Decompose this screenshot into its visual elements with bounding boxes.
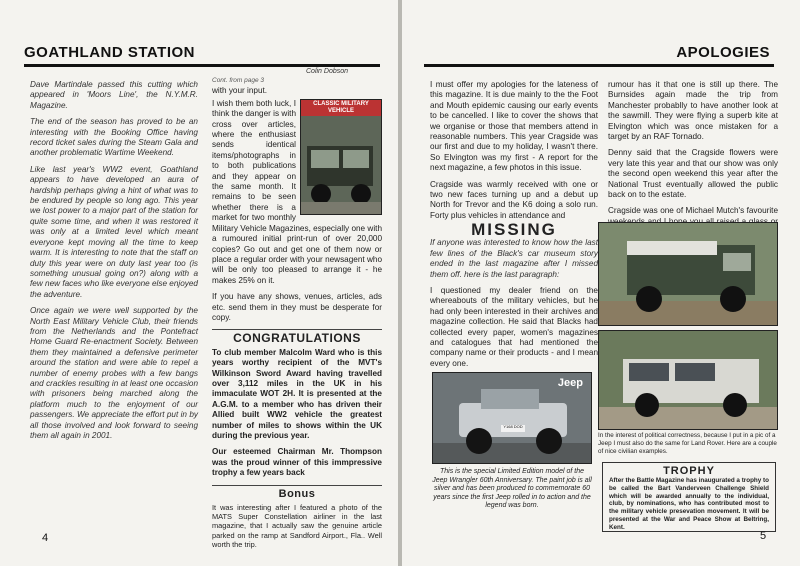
apologies-paragraph: Cragside was one of Michael Mutch's favourite: [608, 206, 778, 216]
congratulations-paragraph: Our esteemed Chairman Mr. Thompson was the proud winner of this immpressive trophy a few years back: [212, 447, 382, 478]
landrover-photo-2: [598, 330, 778, 430]
page-number: 5: [760, 530, 767, 542]
missing-section: [430, 222, 598, 375]
page-title-goathland: GOATHLAND STATION: [24, 44, 195, 61]
landrover-image-icon: [599, 331, 778, 430]
apologies-col2: [608, 80, 778, 244]
magazine-cover-image: [300, 99, 382, 215]
continued-note: Cont. from page 3: [212, 77, 265, 84]
trophy-box: [602, 462, 776, 532]
continued-article: [212, 76, 382, 555]
apologies-paragraph: rumour has it that one is still up there. The Burnsides again made the trip from Manchester probablly to have another look at the sawmill. They were flying a superb kite at Elvington which was once mistaken for a target by an RAF Tornado.: [608, 80, 778, 142]
continued-paragraph: I wish them both luck, I think the danger is with cross over articles, where the enthusiast sends identical items/photographs in to both publications and they appear on the same month. It remains to be seen whether there is a market for two monthly Military Vehicle Magazines, especially one with a rumoured initial print-run of over 20,000 copies? Go out and get one of them now or place a regular order with your newsagent who will be only too pleased to arrange it - he makes 25% on it.: [212, 98, 382, 285]
continued-paragraph: If you have any shows, venues, articles, ads etc. send them in they must be desperate for copy.: [212, 292, 382, 322]
congratulations-paragraph: To club member Malcolm Ward who is this years worthy recipient of the MVT's Wilkinson Sword Award having travelled over 3,112 miles in the UK in his immaculate WOT 2H. It is presented at the A.G.M. to a member who has driven their Allied built WW2 vehicle the greatest number of miles to shows within the UK during the previous year.: [212, 347, 382, 440]
magazine-cover-title: CLASSIC MILITARY VEHICLE: [301, 100, 381, 116]
right-page: [402, 0, 800, 566]
page-title-apologies: APOLOGIES: [676, 44, 770, 61]
continued-intro: with your input.: [212, 86, 268, 96]
landrover-caption: In the interest of political correctness, because I put in a pic of a Jeep I must also do the same for Land Rover. Here are a couple of nice civilian examples.: [598, 432, 777, 455]
jeep-number-plate: Y168 DOD: [503, 424, 523, 429]
left-page: [0, 0, 398, 566]
truck-photo-icon: [301, 116, 382, 215]
congratulations-heading: CONGRATULATIONS: [212, 329, 382, 343]
bonus-heading: Bonus: [212, 485, 382, 499]
trophy-body: After the Battle Magazine has inaugurated a trophy to be called the Bart Vanderveen Challenge Shield which will be awarded annually to the individual, club, by nominations, who has contributed most to the military vehicle presevation movement. It will be presented at the War and Peace Show at Beltring, Kent.: [609, 477, 769, 531]
trophy-heading: TROPHY: [663, 465, 715, 477]
apologies-paragraph: Cragside was warmly received with one or two new faces turning up and a debut up North for Trevor and the K6 doing a solo run. Forty plus vehicles in attendance and: [430, 179, 598, 220]
apologies-paragraph: I must offer my apologies for the lateness of this magazine. It is due mainly to the the Foot and Mouth epidemic causing our early events to be cancelled. I like to cover the shows that we organise or those that members attend in reasonable numbers. This year Cragside was our first and due to my holiday, I wasn't there. So Elvington was my first - A report for the next magazine, a few photos in this issue.: [430, 80, 598, 173]
goathland-article: [30, 80, 198, 447]
article-paragraph: Like last year's WW2 event, Goathland appears to have developed an aura of hardship perhaps giving a hint of what was to be endured by people so long ago. This year we lost power to a major part of the station for quite some time, and when it was restored it was only at a limited level which meant everyone kept moving all the time to keep warm. It is interesting to note that the staff on duty this year were on duty last year too (is something unusual going on?) along with a few new faces who like everyone else enjoyed the adventure.: [30, 164, 198, 299]
jeep-photo: [432, 372, 592, 464]
missing-intro: If anyone was interested to know how the last few lines of the Black's car museum story ended in the last magazine after I missed them off. here is the last paragraph:: [430, 238, 598, 279]
page-number: 4: [42, 532, 49, 544]
landrover-photo-1: [598, 222, 778, 326]
header-rule: [24, 64, 380, 67]
jeep-logo-text: Jeep: [557, 377, 583, 389]
article-paragraph: The end of the season has proved to be an interesting with the Booking Office having record ticket sales during the Steam Gala and another problematic Wartime Weekend.: [30, 117, 198, 158]
apologies-paragraph: Denny said that the Cragside flowers were very late this year and that our show was only the second open weekend this year after the National Trust eventually allowed the public back on to the estate.: [608, 148, 778, 200]
header-rule: [424, 64, 774, 67]
missing-heading: MISSING: [471, 220, 557, 239]
author-byline: Colin Dobson: [306, 68, 349, 75]
bonus-paragraph: It was interesting after I featured a photo of the MATS Super Constellation airliner in the last magazine, that I actually saw the genuine article parked on the ramp at Sandford Airport., Fla.. Well worth the trip.: [212, 503, 382, 549]
apologies-col1: [430, 80, 598, 227]
jeep-caption: This is the special Limited Edition model of the Jeep Wrangler 60th Anniversary. The paint job is all silver and has been produced to commemorate 60 years since the first Jeep rolled in to action and the legend was born.: [432, 468, 592, 509]
article-paragraph: Once again we were well supported by the North East Military Vehicle Club, their friends from the Netherlands and the Pontefract Home Guard Re-enactment Society. Between them they maintained a defensive perimeter around the station and were able to repel a number of enemy probes with a few bangs and crackles resulting in at least one occasion with prisoners being marched along the platform much to the enjoyment of our passengers. We appreciate the effort put in by all those involved and look forward to seeing them all again in 2001.: [30, 306, 198, 440]
landrover-image-icon: [599, 223, 778, 326]
missing-body: I questioned my dealer friend on the whereabouts of the military vehicles, but he had only been interested in their archives and magazine collection. He said that Blacks had collected every paper, women's magazines and catalogues that had mentioned the company name or their products - and I mean every one.: [430, 286, 598, 368]
article-paragraph: Dave Martindale passed this cutting which appeared in 'Moors Line', the N.Y.M.R. Magazine.: [30, 80, 198, 110]
